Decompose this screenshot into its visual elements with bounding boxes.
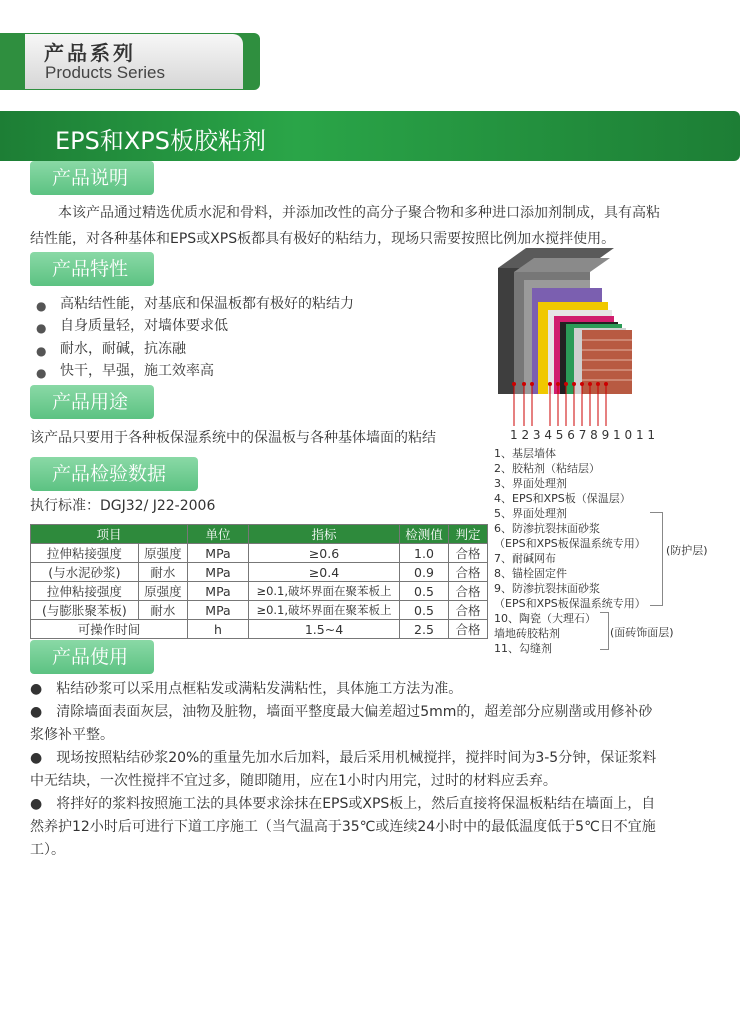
header-title-cn: 产品系列 [44, 41, 136, 65]
cell-index: ≥0.1,破坏界面在聚苯板上 [249, 582, 400, 601]
table-row [31, 601, 488, 620]
header-title-en: Products Series [45, 63, 165, 82]
cell-index: ≥0.4 [249, 563, 400, 582]
legend-item: 5、界面处理剂 [494, 507, 567, 520]
cell-value: 0.5 [400, 582, 449, 601]
legend-item: 8、锚栓固定件 [494, 567, 567, 580]
table-row [31, 544, 488, 563]
table-row [31, 563, 488, 582]
usage-paragraph: ● 将拌好的浆料按照施工法的具体要求涂抹在EPS或XPS板上，然后直接将保温板粘结在墙面上，自 [30, 796, 656, 812]
legend-item: （EPS和XPS板保温系统专用） [494, 537, 646, 550]
cell-unit: MPa [188, 544, 249, 563]
usage-paragraph: ● 现场按照粘结砂浆20%的重量先加水后加料，最后采用机械搅拌，搅拌时间为3-5分钟，保证浆料 [30, 750, 657, 766]
table-row [31, 620, 488, 639]
description-line-1: 本该产品通过精选优质水泥和骨料，并添加改性的高分子聚合物和多种进口添加剂制成，具有高粘 [30, 205, 660, 221]
cell-index: ≥0.6 [249, 544, 400, 563]
cell-result: 合格 [449, 601, 488, 620]
col-header: 判定 [449, 525, 488, 544]
usage-paragraph: 中无结块，一次性搅拌不宜过多，随即随用，应在1小时内用完，过时的材料应丢弃。 [30, 773, 557, 789]
facing-layer-label: (面砖饰面层) [610, 626, 674, 639]
legend-item: 1、基层墙体 [494, 447, 556, 460]
cell-sub: 耐水 [138, 563, 187, 582]
cell-unit: MPa [188, 563, 249, 582]
legend-item: 4、EPS和XPS板（保温层） [494, 492, 631, 505]
feature-item: ● 自身质量轻，对墙体要求低 [60, 316, 228, 336]
legend-item: 7、耐碱网布 [494, 552, 556, 565]
cell-item: 拉伸粘接强度 [31, 544, 139, 563]
cell-value: 2.5 [400, 620, 449, 639]
cell-item: 拉伸粘接强度 [31, 582, 139, 601]
product-title: EPS和XPS板胶粘剂 [55, 127, 267, 155]
legend-item: 11、勾缝剂 [494, 642, 552, 655]
cell-index: 1.5~4 [249, 620, 400, 639]
protect-brace [650, 512, 663, 606]
cell-value: 1.0 [400, 544, 449, 563]
legend-item: 6、防渗抗裂抹面砂浆 [494, 522, 600, 535]
facing-brace [600, 612, 609, 650]
usage-paragraph: 然养护12小时后可进行下道工序施工（当气温高于35℃或连续24小时中的最低温度低于5℃日不宜施 [30, 819, 656, 835]
section-heading-uses: 产品用途 [30, 385, 154, 419]
legend-item: 墙地砖胶粘剂 [494, 627, 560, 640]
legend-item: 3、界面处理剂 [494, 477, 567, 490]
cell-item: 可操作时间 [31, 620, 188, 639]
table-row [31, 582, 488, 601]
legend-item: 9、防渗抗裂抹面砂浆 [494, 582, 600, 595]
usage-paragraph: ● 粘结砂浆可以采用点框粘发或满粘发满粘性，具体施工方法为准。 [30, 681, 463, 697]
feature-item: ● 快干，早强，施工效率高 [60, 361, 214, 381]
cell-value: 0.5 [400, 601, 449, 620]
table-header-row [31, 525, 488, 544]
protect-layer-label: (防护层) [666, 544, 708, 557]
cell-item: (与膨胀聚苯板) [31, 601, 139, 620]
section-heading-description: 产品说明 [30, 161, 154, 195]
inspection-standard: 执行标准：DGJ32/ J22-2006 [30, 498, 216, 514]
cell-result: 合格 [449, 563, 488, 582]
diagram-numbers: 1 2 3 4 5 6 7 8 9 1 0 1 1 [510, 428, 656, 442]
feature-item: ● 耐水，耐碱，抗冻融 [60, 339, 186, 359]
wall-layers-diagram [494, 244, 644, 444]
section-heading-usage: 产品使用 [30, 640, 154, 674]
cell-unit: h [188, 620, 249, 639]
cell-unit: MPa [188, 601, 249, 620]
cell-item: (与水泥砂浆) [31, 563, 139, 582]
usage-paragraph: 工）。 [30, 842, 65, 858]
cell-unit: MPa [188, 582, 249, 601]
usage-paragraph: 浆修补平整。 [30, 727, 114, 743]
legend-item: 10、陶瓷（大理石） [494, 612, 596, 625]
col-header: 单位 [188, 525, 249, 544]
cell-value: 0.9 [400, 563, 449, 582]
cell-result: 合格 [449, 544, 488, 563]
section-heading-inspection: 产品检验数据 [30, 457, 198, 491]
usage-paragraph: ● 清除墙面表面灰层，油物及脏物，墙面平整度最大偏差超过5mm的，超差部分应剔凿或用修补砂 [30, 704, 653, 720]
col-header: 项目 [31, 525, 188, 544]
legend-item: （EPS和XPS板保温系统专用） [494, 597, 646, 610]
uses-text: 该产品只要用于各种板保湿系统中的保温板与各种基体墙面的粘结 [30, 430, 436, 446]
col-header: 指标 [249, 525, 400, 544]
cell-index: ≥0.1,破坏界面在聚苯板上 [249, 601, 400, 620]
inspection-table [30, 524, 488, 639]
feature-item: ● 高粘结性能，对基底和保温板都有极好的粘结力 [60, 294, 354, 314]
section-heading-features: 产品特性 [30, 252, 154, 286]
col-header: 检测值 [400, 525, 449, 544]
cell-sub: 耐水 [138, 601, 187, 620]
cell-result: 合格 [449, 582, 488, 601]
description-line-2: 结性能，对各种基体和EPS或XPS板都具有极好的粘结力，现场只需要按照比例加水搅拌使用。 [30, 231, 616, 247]
legend-item: 2、胶粘剂（粘结层） [494, 462, 600, 475]
cell-sub: 原强度 [138, 544, 187, 563]
cell-result: 合格 [449, 620, 488, 639]
cell-sub: 原强度 [138, 582, 187, 601]
